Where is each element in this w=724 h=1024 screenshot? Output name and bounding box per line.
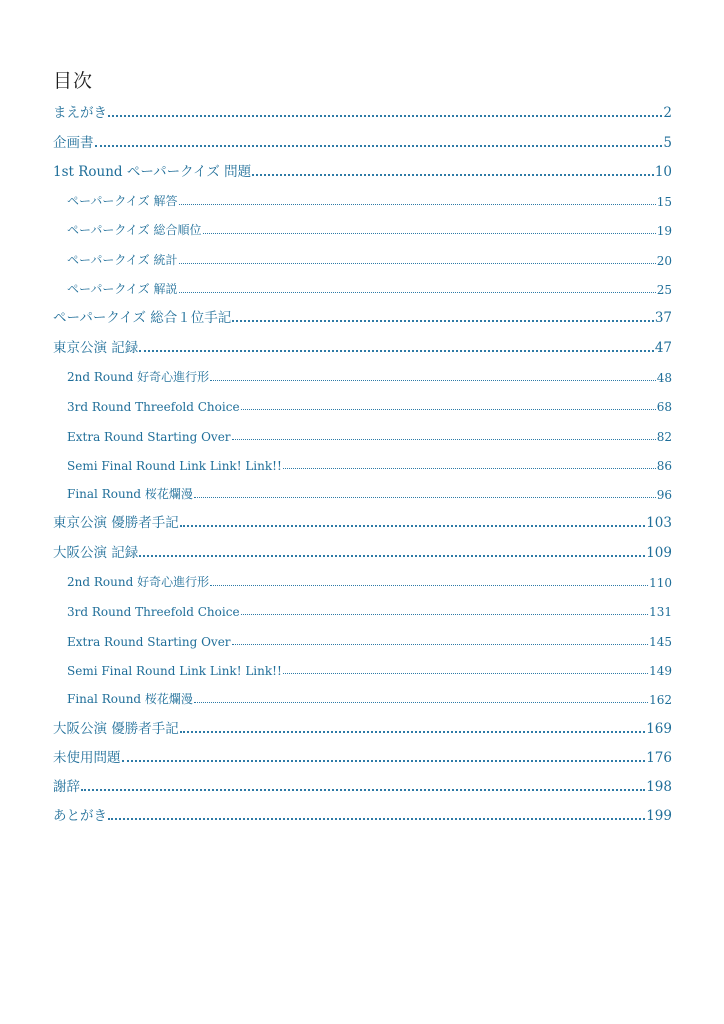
toc-entry-label: 2nd Round 好奇心進行形 <box>67 575 210 590</box>
toc-entry-page-number: 169 <box>646 720 672 737</box>
toc-entry-link[interactable] <box>67 448 672 477</box>
dot-leader <box>179 292 656 293</box>
toc-item <box>0 535 724 564</box>
toc-entry-link[interactable] <box>53 770 672 799</box>
toc-entry-link[interactable] <box>53 125 672 154</box>
toc-entry-page-number: 145 <box>649 634 672 649</box>
toc-entry-link[interactable] <box>67 682 672 711</box>
toc-item <box>0 565 724 594</box>
toc-entry-label: 1st Round ペーパークイズ 問題 <box>53 163 252 180</box>
toc-entry-label: 3rd Round Threefold Choice <box>67 605 240 620</box>
toc-entry-label: Semi Final Round Link Link! Link!! <box>67 663 282 678</box>
toc-item <box>0 301 724 330</box>
toc-item <box>0 213 724 242</box>
toc-entry-label: 大阪公演 優勝者手記 <box>53 720 179 737</box>
toc-entry-page-number: 176 <box>646 749 672 766</box>
toc-entry-label: 謝辞 <box>53 779 80 796</box>
dot-leader <box>210 380 656 381</box>
toc-entry-page-number: 25 <box>656 283 672 298</box>
toc-entry-link[interactable] <box>53 155 672 184</box>
toc-entry-label: 企画書 <box>53 134 94 151</box>
toc-entry-link[interactable] <box>53 741 672 770</box>
toc-item <box>0 594 724 623</box>
toc-entry-label: 未使用問題 <box>53 749 121 766</box>
toc-entry-page-number: 96 <box>656 488 672 503</box>
toc-entry-page-number: 103 <box>646 515 672 532</box>
toc-item <box>0 477 724 506</box>
toc-entry-page-number: 37 <box>654 310 672 327</box>
dot-leader <box>180 731 645 733</box>
toc-entry-page-number: 162 <box>649 693 672 708</box>
toc-item <box>0 184 724 213</box>
toc-entry-label: Extra Round Starting Over <box>67 634 231 649</box>
dot-leader <box>122 760 646 762</box>
toc-item <box>0 125 724 154</box>
toc-entry-link[interactable] <box>53 799 672 828</box>
toc-entry-page-number: 20 <box>656 253 672 268</box>
toc-entry-label: まえがき <box>53 105 107 122</box>
toc-entry-link[interactable] <box>67 477 672 506</box>
toc-list <box>0 96 724 828</box>
toc-item <box>0 389 724 418</box>
toc-entry-label: あとがき <box>53 808 107 825</box>
toc-item <box>0 653 724 682</box>
toc-item <box>0 448 724 477</box>
toc-entry-link[interactable] <box>53 301 672 330</box>
toc-entry-label: ペーパークイズ 統計 <box>67 252 178 267</box>
toc-entry-link[interactable] <box>67 418 672 447</box>
toc-entry-link[interactable] <box>53 711 672 740</box>
toc-entry-label: Final Round 桜花爛漫 <box>67 692 193 707</box>
toc-entry-page-number: 109 <box>646 544 672 561</box>
toc-entry-label: Extra Round Starting Over <box>67 429 231 444</box>
dot-leader <box>194 497 656 498</box>
toc-item <box>0 711 724 740</box>
toc-entry-label: ペーパークイズ 解答 <box>67 194 178 209</box>
dot-leader <box>241 614 649 615</box>
toc-entry-label: Semi Final Round Link Link! Link!! <box>67 458 282 473</box>
dot-leader <box>232 644 649 645</box>
toc-entry-link[interactable] <box>67 184 672 213</box>
dot-leader <box>194 702 648 703</box>
dot-leader <box>232 320 654 322</box>
dot-leader <box>108 818 645 820</box>
toc-entry-link[interactable] <box>67 272 672 301</box>
toc-entry-page-number: 47 <box>654 339 672 356</box>
dot-leader <box>241 409 656 410</box>
toc-entry-label: Final Round 桜花爛漫 <box>67 487 193 502</box>
dot-leader <box>180 525 645 527</box>
toc-entry-link[interactable] <box>67 623 672 652</box>
dot-leader <box>283 673 648 674</box>
toc-entry-link[interactable] <box>53 96 672 125</box>
toc-entry-link[interactable] <box>67 360 672 389</box>
toc-entry-label: ペーパークイズ 総合順位 <box>67 223 202 238</box>
toc-entry-page-number: 86 <box>656 458 672 473</box>
toc-entry-link[interactable] <box>67 594 672 623</box>
toc-entry-link[interactable] <box>67 213 672 242</box>
toc-entry-page-number: 110 <box>649 576 672 591</box>
dot-leader <box>139 555 645 557</box>
toc-entry-link[interactable] <box>67 242 672 271</box>
dot-leader <box>203 233 656 234</box>
toc-entry-page-number: 198 <box>646 779 672 796</box>
dot-leader <box>210 585 648 586</box>
toc-item <box>0 330 724 359</box>
toc-title: 目次 <box>53 70 94 92</box>
toc-entry-page-number: 19 <box>656 224 672 239</box>
toc-item <box>0 799 724 828</box>
toc-item <box>0 506 724 535</box>
toc-entry-page-number: 15 <box>656 195 672 210</box>
dot-leader <box>108 115 662 117</box>
toc-item <box>0 272 724 301</box>
dot-leader <box>252 174 654 176</box>
toc-entry-page-number: 48 <box>656 370 672 385</box>
toc-entry-link[interactable] <box>67 653 672 682</box>
toc-item <box>0 96 724 125</box>
dot-leader <box>139 350 654 352</box>
toc-entry-label: 3rd Round Threefold Choice <box>67 400 240 415</box>
toc-entry-link[interactable] <box>67 389 672 418</box>
toc-item <box>0 418 724 447</box>
dot-leader <box>179 263 656 264</box>
toc-entry-label: 東京公演 記録 <box>53 339 139 356</box>
toc-entry-page-number: 131 <box>649 605 672 620</box>
toc-entry-page-number: 5 <box>663 134 672 151</box>
toc-item <box>0 242 724 271</box>
toc-entry-page-number: 10 <box>654 163 672 180</box>
dot-leader <box>81 789 645 791</box>
toc-entry-label: 2nd Round 好奇心進行形 <box>67 369 210 384</box>
toc-item <box>0 770 724 799</box>
toc-entry-page-number: 82 <box>656 429 672 444</box>
toc-item <box>0 360 724 389</box>
toc-entry-label: ペーパークイズ 解説 <box>67 282 178 297</box>
toc-item <box>0 682 724 711</box>
toc-entry-page-number: 149 <box>649 663 672 678</box>
toc-entry-link[interactable] <box>53 330 672 359</box>
dot-leader <box>95 145 663 147</box>
toc-entry-label: 東京公演 優勝者手記 <box>53 515 179 532</box>
toc-entry-page-number: 2 <box>663 105 672 122</box>
toc-item <box>0 623 724 652</box>
dot-leader <box>179 204 656 205</box>
dot-leader <box>232 439 656 440</box>
toc-entry-page-number: 199 <box>646 808 672 825</box>
toc-entry-page-number: 68 <box>656 400 672 415</box>
dot-leader <box>283 468 656 469</box>
toc-entry-label: 大阪公演 記録 <box>53 544 139 561</box>
toc-entry-label: ペーパークイズ 総合１位手記 <box>53 310 232 327</box>
toc-entry-link[interactable] <box>67 565 672 594</box>
toc-entry-link[interactable] <box>53 506 672 535</box>
toc-item <box>0 741 724 770</box>
toc-entry-link[interactable] <box>53 535 672 564</box>
toc-item <box>0 155 724 184</box>
